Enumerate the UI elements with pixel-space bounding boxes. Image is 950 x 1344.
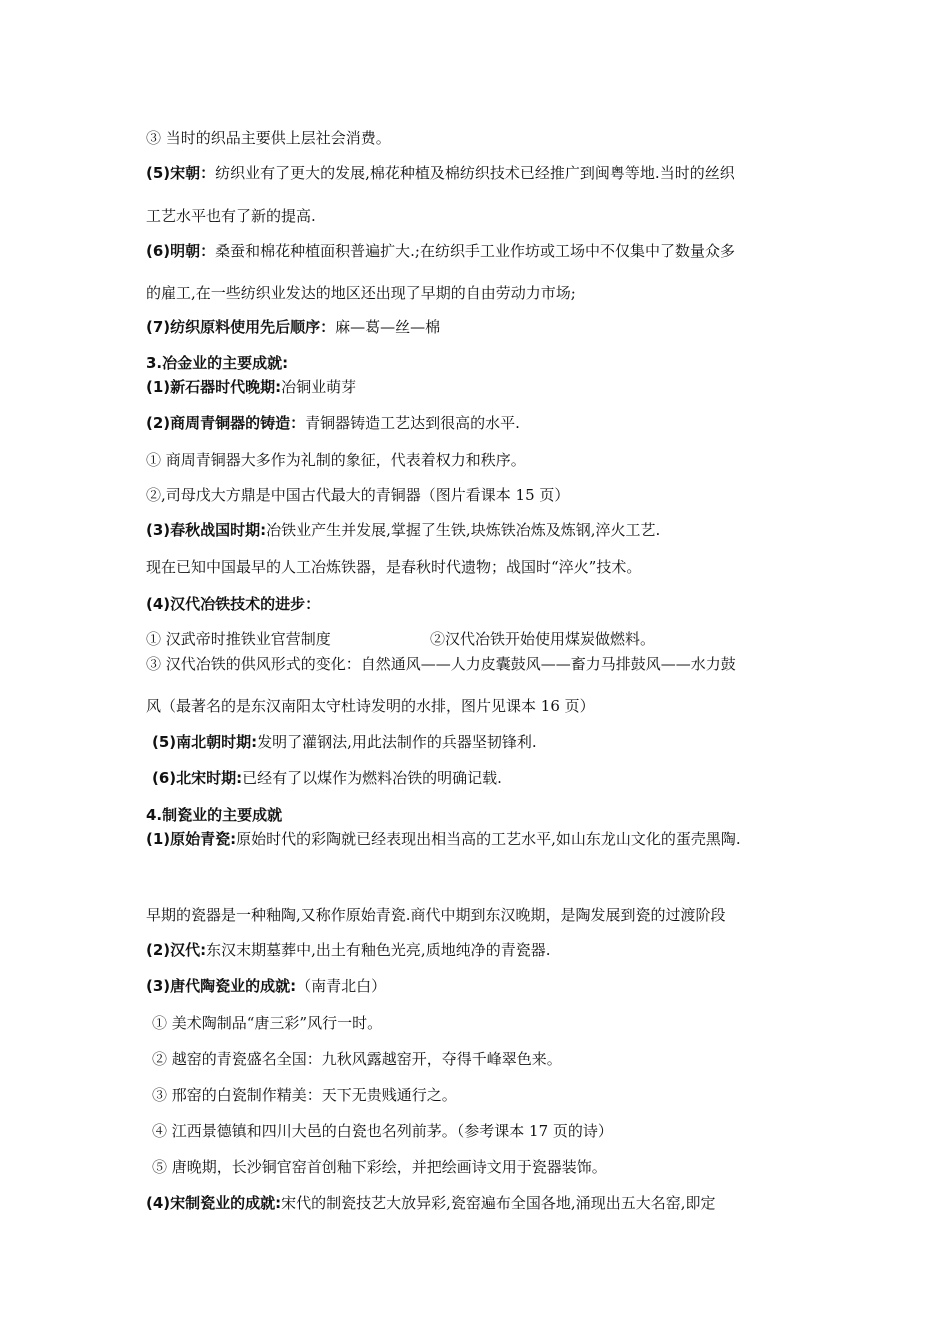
text-line: 工艺水平也有了新的提高. xyxy=(146,207,316,225)
text-line: ④ 江西景德镇和四川大邑的白瓷也名列前茅。（参考课本 17 页的诗） xyxy=(152,1122,613,1140)
item-label: (4)宋制瓷业的成就: xyxy=(146,1194,282,1212)
text-line: ① 汉武帝时推铁业官营制度 ②汉代冶铁开始使用煤炭做燃料。 xyxy=(146,630,656,648)
text-line: (2)商周青铜器的铸造：青铜器铸造工艺达到很高的水平. xyxy=(146,414,520,432)
text-line: (5)南北朝时期:发明了灌钢法,用此法制作的兵器坚韧锋利. xyxy=(152,733,537,751)
text-line: (1)原始青瓷:原始时代的彩陶就已经表现出相当高的工艺水平,如山东龙山文化的蛋壳黑陶. xyxy=(146,830,741,848)
text-line: (6)明朝：桑蚕和棉花种植面积普遍扩大.;在纺织手工业作坊或工场中不仅集中了数量众多 xyxy=(146,242,735,260)
item-label: (6)明朝： xyxy=(146,242,216,260)
item-label: (3)唐代陶瓷业的成就: xyxy=(146,977,297,995)
text-line: 的雇工,在一些纺织业发达的地区还出现了早期的自由劳动力市场; xyxy=(146,284,576,302)
item-label: (3)春秋战国时期: xyxy=(146,521,267,539)
text-line: (6)北宋时期:已经有了以煤作为燃料冶铁的明确记载. xyxy=(152,769,502,787)
text-line: 风（最著名的是东汉南阳太守杜诗发明的水排，图片见课本 16 页） xyxy=(146,697,595,715)
text-line: (4)宋制瓷业的成就:宋代的制瓷技艺大放异彩,瓷窑遍布全国各地,涌现出五大名窑,即定 xyxy=(146,1194,716,1212)
text-line: ① 商周青铜器大多作为礼制的象征，代表着权力和秩序。 xyxy=(146,451,526,469)
text-line: (5)宋朝：纺织业有了更大的发展,棉花种植及棉纺织技术已经推广到闽粤等地.当时的丝织 xyxy=(146,164,735,182)
item-label: (7)纺织原料使用先后顺序： xyxy=(146,318,336,336)
item-label: (1)新石器时代晚期: xyxy=(146,378,282,396)
item-label: (2)汉代: xyxy=(146,941,207,959)
item-label: (5)宋朝： xyxy=(146,164,216,182)
text-line: 早期的瓷器是一种釉陶,又称作原始青瓷.商代中期到东汉晚期，是陶发展到瓷的过渡阶段 xyxy=(146,906,726,924)
text-line: 现在已知中国最早的人工冶炼铁器，是春秋时代遗物；战国时“淬火”技术。 xyxy=(146,558,642,576)
text-line: ③ 当时的织品主要供上层社会消费。 xyxy=(146,129,391,147)
item-heading: (4)汉代冶铁技术的进步： xyxy=(146,595,321,613)
text-line: (3)春秋战国时期:冶铁业产生并发展,掌握了生铁,块炼铁冶炼及炼钢,淬火工艺. xyxy=(146,521,661,539)
text-line: ② 越窑的青瓷盛名全国：九秋风露越窑开，夺得千峰翠色来。 xyxy=(152,1050,562,1068)
text-line: ②,司母戊大方鼎是中国古代最大的青铜器（图片看课本 15 页） xyxy=(146,486,570,504)
text-line: (3)唐代陶瓷业的成就:（南青北白） xyxy=(146,977,387,995)
section-heading: 3.冶金业的主要成就: xyxy=(146,354,289,372)
item-label: (1)原始青瓷: xyxy=(146,830,237,848)
item-label: (5)南北朝时期: xyxy=(152,733,258,751)
item-label: (2)商周青铜器的铸造： xyxy=(146,414,306,432)
text-line: ① 美术陶制品“唐三彩”风行一时。 xyxy=(152,1014,383,1032)
section-heading: 4.制瓷业的主要成就 xyxy=(146,806,283,824)
item-label: (6)北宋时期: xyxy=(152,769,243,787)
text-line: (7)纺织原料使用先后顺序：麻—葛—丝—棉 xyxy=(146,318,441,336)
text-line: (2)汉代:东汉末期墓葬中,出土有釉色光亮,质地纯净的青瓷器. xyxy=(146,941,551,959)
text-line: ③ 汉代冶铁的供风形式的变化：自然通风——人力皮囊鼓风——畜力马排鼓风——水力鼓 xyxy=(146,655,736,673)
text-line: ③ 邢窑的白瓷制作精美：天下无贵贱通行之。 xyxy=(152,1086,457,1104)
text-line: (1)新石器时代晚期:冶铜业萌芽 xyxy=(146,378,357,396)
text-line: ⑤ 唐晚期，长沙铜官窑首创釉下彩绘，并把绘画诗文用于瓷器装饰。 xyxy=(152,1158,607,1176)
